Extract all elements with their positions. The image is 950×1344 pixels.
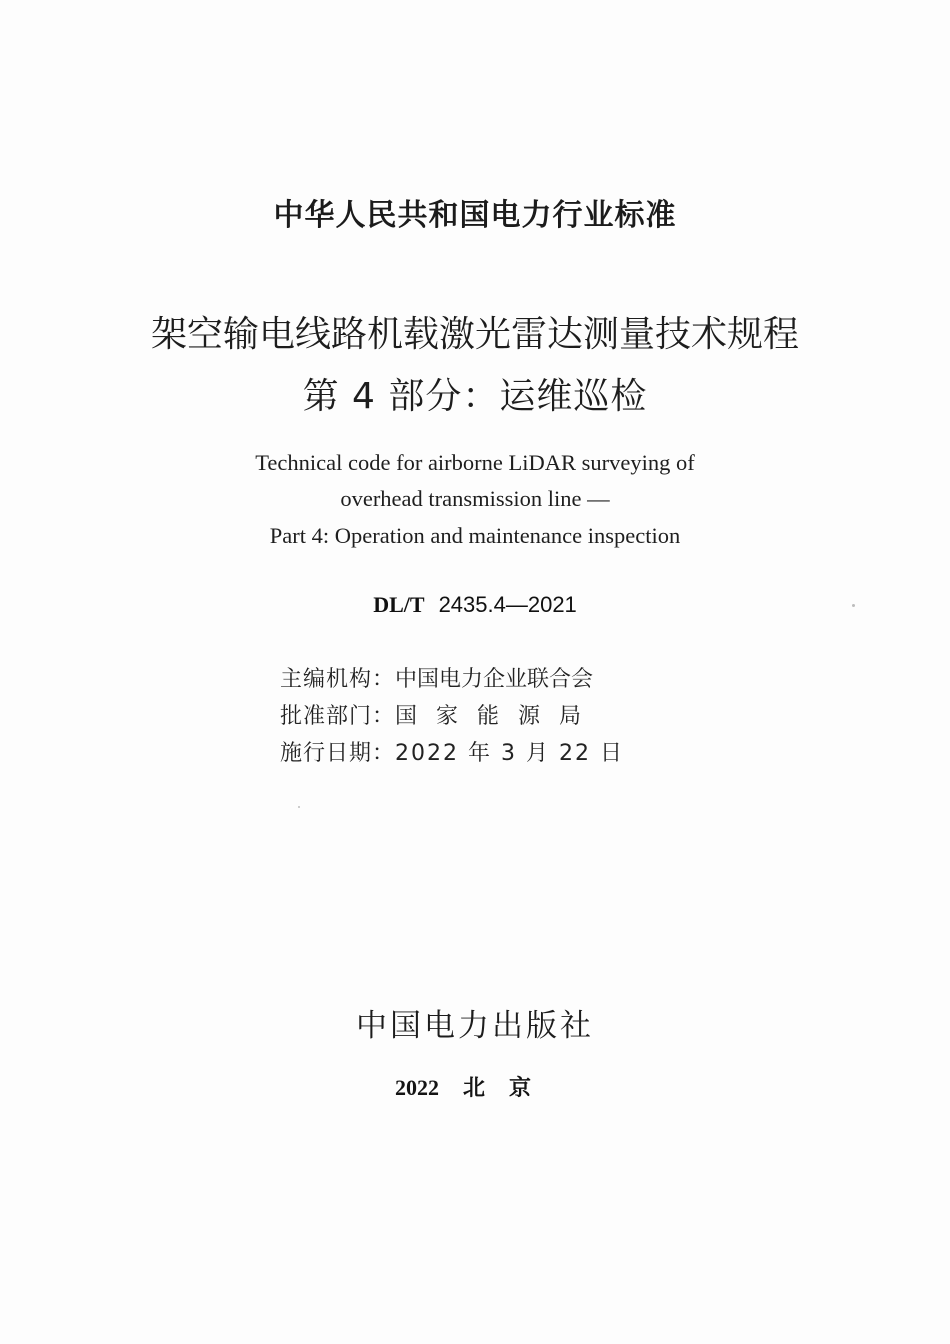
title-english-line-3: Part 4: Operation and maintenance inspection — [269, 523, 681, 548]
title-chinese-line-1: 架空输电线路机载激光雷达测量技术规程 — [150, 314, 799, 355]
publish-year: 2022 — [394, 1075, 439, 1100]
approver-row — [280, 699, 600, 730]
title-english-line-2: overhead transmission line — — [340, 486, 610, 511]
effective-date-value: 2022 年 3 月 22 日 — [395, 741, 624, 766]
title-english-line-1: Technical code for airborne LiDAR surveying of — [255, 450, 695, 475]
publish-year-city — [0, 1071, 950, 1102]
publish-city: 北京 — [462, 1076, 555, 1101]
standard-number — [0, 592, 950, 618]
effective-date-label: 施行日期： — [280, 741, 396, 766]
publisher-name: 中国电力出版社 — [356, 1008, 594, 1044]
editor-value: 中国电力企业联合会 — [395, 667, 594, 692]
scan-speck — [298, 806, 300, 808]
standard-code: 2435.4—2021 — [438, 592, 577, 617]
industry-standard-heading: 中华人民共和国电力行业标准 — [273, 198, 677, 233]
editor-label: 主编机构： — [280, 667, 396, 692]
effective-date-row — [280, 736, 624, 767]
approver-label: 批准部门： — [280, 704, 396, 729]
title-chinese-line-2: 第 4 部分：运维巡检 — [302, 376, 648, 417]
approver-value: 国家能源局 — [395, 704, 601, 729]
editor-row — [280, 662, 593, 693]
scan-speck — [852, 604, 855, 607]
standard-prefix: DL/T — [373, 592, 425, 617]
